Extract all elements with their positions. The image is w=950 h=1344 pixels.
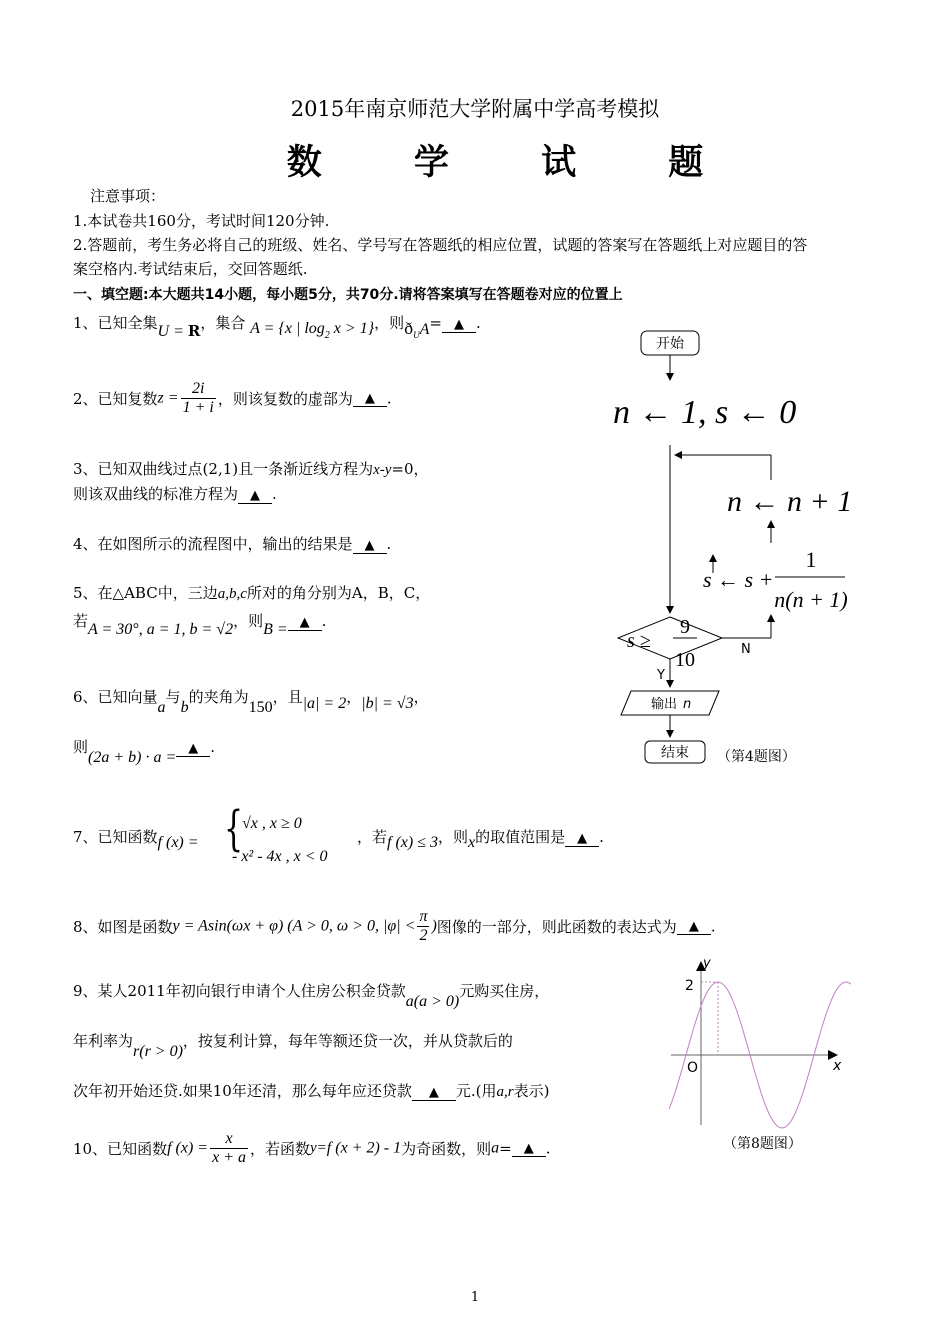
document-subtitle: 数 学 试 题 [286, 143, 744, 183]
flow-no-label: N [741, 642, 751, 657]
answer-blank: ▲ [512, 1141, 546, 1157]
notice-item-2a: 2.答题前，考生务必将自己的班级、姓名、学号写在答题纸的相应位置，试题的答案写在答题纸上对应题目的答 [73, 236, 808, 254]
graph-caption: （第8题图） [723, 1136, 802, 1152]
answer-blank: ▲ [353, 538, 387, 554]
page-number: 1 [470, 1290, 480, 1305]
flowchart-figure [595, 325, 865, 795]
q7-case-1: √x , x ≥ 0 [242, 815, 302, 832]
question-7-tail: ，若f (x) ≤ 3，则x的取值范围是 ▲ . [357, 828, 604, 851]
flow-start-label: 开始 [656, 336, 684, 352]
answer-blank: ▲ [238, 488, 272, 504]
section-1-heading: 一、填空题:本大题共14小题，每小题5分，共70分.请将答案填写在答题卷对应的位置上 [73, 287, 623, 303]
answer-blank: ▲ [565, 831, 599, 847]
question-9-line-3: 次年初开始还贷.如果10年还清，那么每年应还贷款 ▲ 元.(用a,r表示) [73, 1082, 550, 1100]
answer-blank: ▲ [288, 615, 322, 631]
question-3-line-2: 则该双曲线的标准方程为 ▲ . [73, 485, 277, 503]
flow-cond-num: 9 [680, 616, 690, 638]
q7-case-2: - x² - 4x , x < 0 [232, 848, 328, 865]
flow-caption: （第4题图） [717, 749, 796, 765]
question-7: 7、已知函数f (x) = [73, 828, 199, 851]
notice-heading: 注意事项： [90, 187, 166, 205]
notice-item-1: 1.本试卷共160分，考试时间120分钟. [73, 212, 330, 230]
flow-increment: n ← n + 1 [727, 485, 853, 518]
question-5-line-1: 5、在△ABC中，三边a,b,c所对的角分别为A，B，C， [73, 584, 431, 602]
x-axis-label: x [833, 1058, 842, 1074]
flow-cond-den: 10 [675, 649, 695, 671]
answer-blank: ▲ [442, 317, 476, 333]
document-title: 2015年南京师范大学附属中学高考模拟 [290, 97, 660, 121]
answer-blank: ▲ [677, 919, 711, 935]
question-6-line-1: 6、已知向量a与b的夹角为150，且|a| = 2，|b| = √3， [73, 688, 429, 716]
question-3-line-1: 3、已知双曲线过点(2,1)且一条渐近线方程为x-y=0， [73, 460, 429, 478]
q7-brace: { [224, 801, 244, 858]
answer-blank: ▲ [353, 391, 387, 407]
question-6-line-2: 则(2a + b) · a =▲ . [73, 738, 216, 766]
question-5-line-2: 若A = 30°, a = 1, b = √2，则B = ▲ . [73, 612, 327, 638]
question-9-line-2: 年利率为r(r > 0)，按复利计算，每年等额还贷一次，并从贷款后的 [73, 1032, 513, 1060]
question-1: 1、已知全集U = R，集合 A = {x | $\log_2 x > 1$}，则$ð_UA=$ ▲ . [73, 314, 481, 341]
flow-init: n ← 1, s ← 0 [613, 394, 797, 431]
y-axis-label: y [703, 956, 711, 971]
answer-blank: ▲ [176, 741, 210, 757]
answer-blank: ▲ [412, 1085, 456, 1101]
flow-update-num: 1 [805, 547, 817, 572]
question-8: 8、如图是函数y = Asin(ωx + φ) (A > 0, ω > 0, |φ| < $\frac{\pi}{2}$ )图像的一部分，则此函数的表达式为 ▲ . [73, 908, 716, 944]
question-9-line-1: 9、某人2011年初向银行申请个人住房公积金贷款a(a > 0)元购买住房， [73, 982, 550, 1010]
flow-end-label: 结束 [661, 745, 689, 761]
sine-graph-figure [665, 950, 865, 1160]
question-2: 2、已知复数z = $\frac{2i}{1 + i}$ ，则该复数的虚部为 ▲ . [73, 380, 392, 416]
max-label: 2 [685, 978, 694, 994]
flow-update-lhs: s ← s + [703, 567, 774, 592]
flow-update-den: n(n + 1) [774, 587, 848, 612]
origin-label: O [687, 1060, 699, 1076]
flow-yes-label: Y [657, 668, 665, 683]
flow-cond-s: s ≥ [627, 630, 651, 652]
question-4: 4、在如图所示的流程图中，输出的结果是 ▲ . [73, 535, 392, 553]
question-10: 10、已知函数f (x) = $\frac{x}{x + a}$ ，若函数y=f (x + 2) - 1为奇函数，则a= ▲ . [73, 1130, 551, 1166]
flow-output-var: n [683, 697, 692, 712]
flow-output-label: 输出 [651, 697, 678, 712]
notice-item-2b: 案空格内.考试结束后，交回答题纸. [73, 260, 308, 278]
